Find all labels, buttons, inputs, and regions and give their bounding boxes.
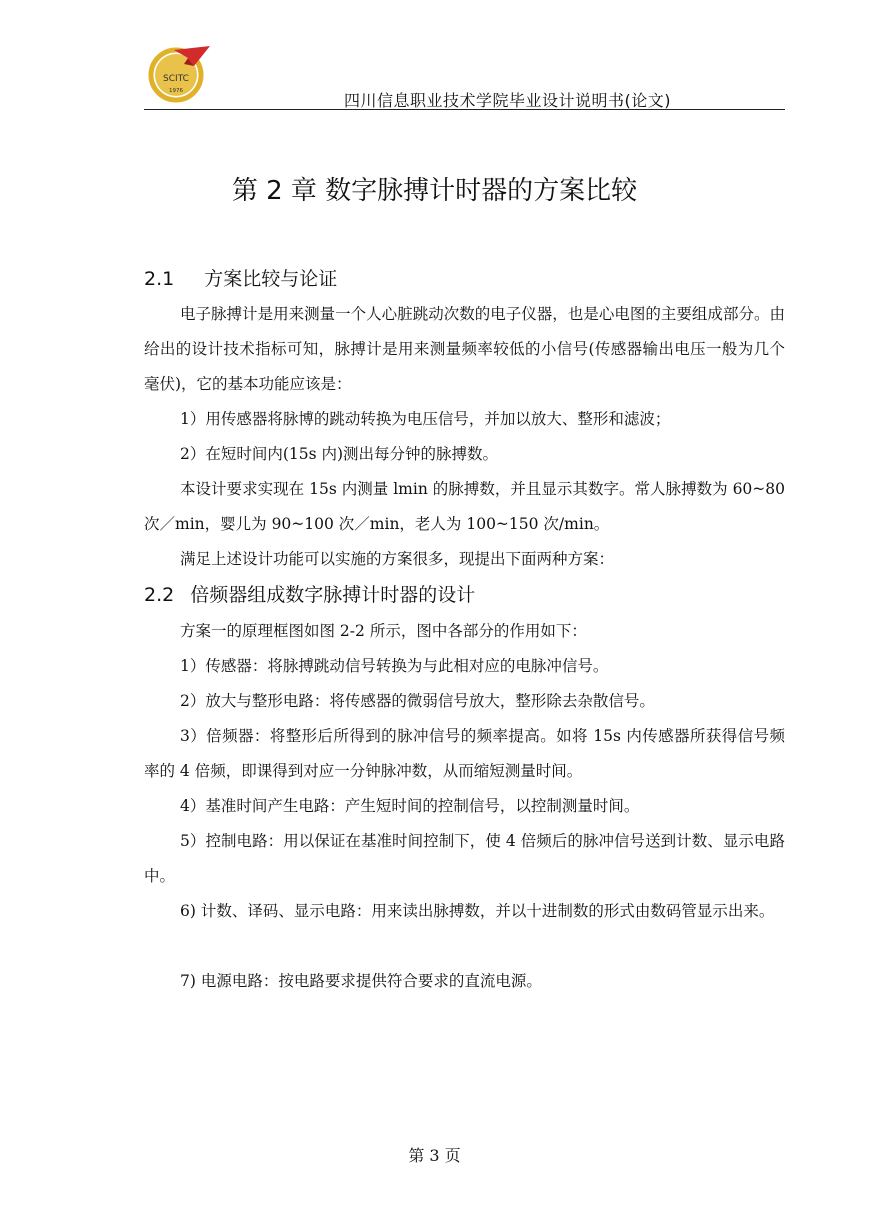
section-number: 2.2 — [144, 584, 175, 606]
section-2-2-heading — [144, 580, 475, 607]
list-item: 6) 计数、译码、显示电路：用来读出脉搏数，并以十进制数的形式由数码管显示出来。 — [180, 902, 775, 920]
list-item: 4）基准时间产生电路：产生短时间的控制信号，以控制测量时间。 — [180, 797, 640, 815]
page-number: 第 3 页 — [408, 1146, 461, 1165]
list-item: 5）控制电路：用以保证在基准时间控制下，使 4 倍频后的脉冲信号送到计数、显示电路中。 — [144, 832, 785, 885]
section-title: 倍频器组成数字脉搏计时器的设计 — [190, 584, 476, 606]
svg-text:1976: 1976 — [169, 88, 183, 94]
section-title: 方案比较与论证 — [204, 268, 338, 290]
list-item: 1）传感器：将脉搏跳动信号转换为与此相对应的电脉冲信号。 — [180, 657, 609, 675]
paragraph-requirement: 本设计要求实现在 15s 内测量 lmin 的脉搏数，并且显示其数字。常人脉搏数为 60~80 次／min，婴儿为 90~100 次／min，老人为 100~150 次/min。 — [144, 480, 785, 533]
college-logo — [144, 44, 214, 104]
list-item: 1）用传感器将脉博的跳动转换为电压信号，并加以放大、整形和滤波； — [180, 410, 671, 428]
header-title: 四川信息职业技术学院毕业设计说明书(论文) — [344, 91, 671, 110]
college-logo-icon — [144, 44, 214, 104]
chapter-title: 第 2 章 数字脉搏计时器的方案比较 — [231, 176, 638, 206]
list-item: 7) 电源电路：按电路要求提供符合要求的直流电源。 — [180, 972, 542, 990]
list-item: 2）在短时间内(15s 内)测出每分钟的脉搏数。 — [180, 445, 499, 463]
list-item: 2）放大与整形电路：将传感器的微弱信号放大，整形除去杂散信号。 — [180, 692, 655, 710]
svg-text:SCITC: SCITC — [163, 74, 189, 84]
paragraph-schemes: 满足上述设计功能可以实施的方案很多，现提出下面两种方案： — [180, 550, 615, 568]
paragraph-intro: 电子脉搏计是用来测量一个人心脏跳动次数的电子仪器，也是心电图的主要组成部分。由给出的设计技术指标可知，脉搏计是用来测量频率较低的小信号(传感器输出电压一般为几个毫伏)，它的基本功能应该是： — [144, 305, 785, 393]
section-number: 2.1 — [144, 268, 175, 290]
section-2-1-heading — [144, 264, 337, 291]
header-divider — [144, 109, 785, 110]
list-item: 3）倍频器：将整形后所得到的脉冲信号的频率提高。如将 15s 内传感器所获得信号频率的 4 倍频，即课得到对应一分钟脉冲数，从而缩短测量时间。 — [144, 727, 785, 780]
paragraph-scheme-intro: 方案一的原理框图如图 2-2 所示，图中各部分的作用如下： — [180, 622, 587, 640]
